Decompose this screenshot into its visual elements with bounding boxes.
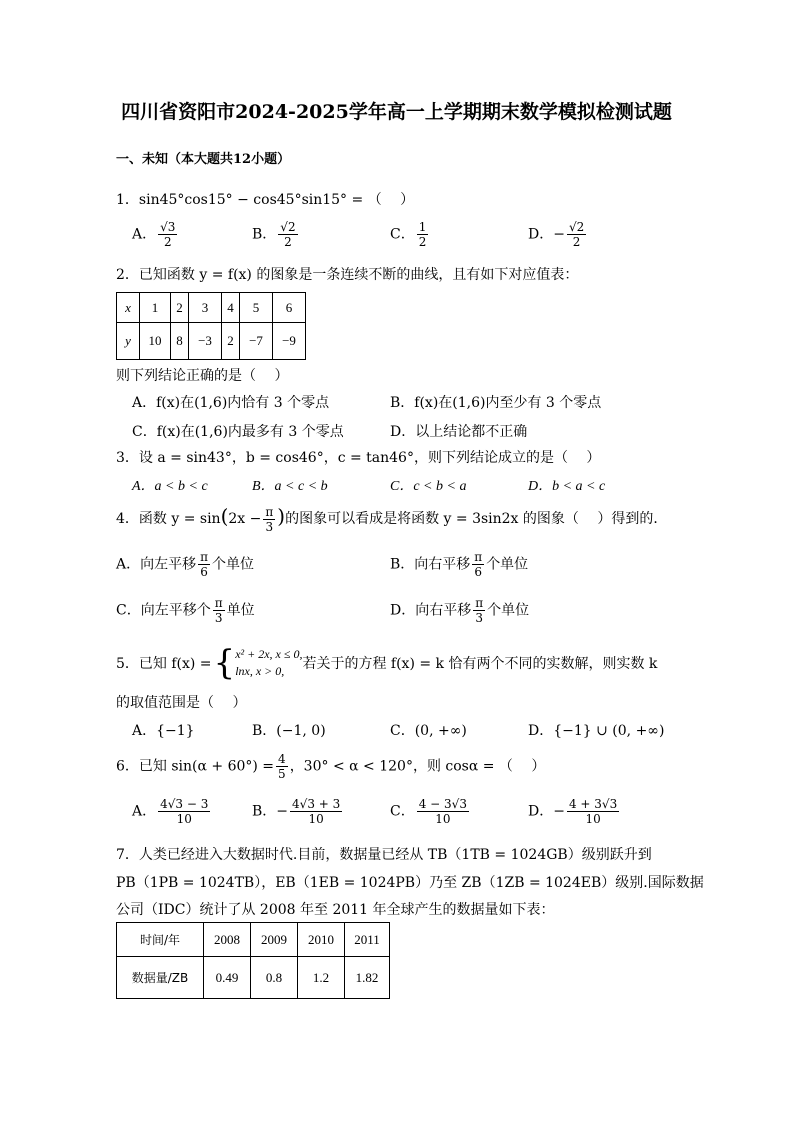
q4-paren-close: ) [277,504,286,528]
q2-x-5: 5 [240,293,273,323]
q1-a-fraction [158,220,177,249]
q2-y-5: −7 [240,323,273,360]
q4-a-den: 6 [200,565,208,579]
q2-x-3: 3 [189,293,222,323]
q3-option-b[interactable]: B．a < c < b [252,479,328,494]
q2-x-1: 1 [140,293,171,323]
q4-paren-open: ( [220,504,229,528]
q4-d-fraction [473,596,485,625]
q1-d-den: 2 [572,235,581,249]
q4-d-den: 3 [475,611,483,625]
q7-table-head [117,923,390,957]
q1-a-label: A． [132,226,157,243]
q6-option-b[interactable] [252,797,344,826]
q2-value-table [116,292,306,360]
q4-b-pre: B．向右平移 [390,556,471,573]
q6-stem-fraction [276,752,288,781]
q5-option-d[interactable]: D．{−1} ∪ (0, +∞) [528,723,665,739]
q2-y-0: y [117,323,140,360]
section-heading: 一、未知（本大题共12小题） [116,152,291,167]
q6-stem-pre: 6．已知 sin(α + 60°) = [116,758,275,775]
q4-stem-post: 的图象可以看成是将函数 y = 3sin2x 的图象（ ）得到的． [285,511,668,527]
q4-d-pre: D．向右平移 [390,602,472,619]
q6-a-num: 4√3 − 3 [160,797,209,811]
q7-cell-2: 0.8 [251,957,298,999]
q1-a-num: √3 [160,220,176,234]
q3-option-c[interactable]: C．c < b < a [390,479,467,494]
q4-b-pi: π [474,550,483,564]
q4-a-pi: π [200,550,209,564]
q2-y-2: 8 [171,323,189,360]
q6-d-den: 10 [585,812,601,826]
q1-option-b[interactable] [252,220,300,249]
q7-cell-3: 1.2 [298,957,345,999]
q6-a-label: A． [132,803,157,820]
q5-stem [116,643,658,683]
q6-b-label: B．− [252,803,289,820]
q7-cell-4: 1.82 [345,957,390,999]
q1-a-den: 2 [163,235,172,249]
q4-c-pi: π [214,596,223,610]
q7-data-table [116,922,390,999]
q6-a-den: 10 [176,812,192,826]
q6-c-fraction [417,797,469,826]
q4-option-c[interactable] [116,596,255,625]
q2-x-4: 4 [222,293,240,323]
q1-d-label: D．− [528,226,565,243]
q6-b-num: 4√3 + 3 [292,797,341,811]
q6-c-num: 4 − 3√3 [418,797,467,811]
q7-cell-0: 数据量/ZB [117,957,204,999]
q4-a-pre: A．向左平移 [116,556,197,573]
q2-y-6: −9 [273,323,306,360]
q4-a-post: 个单位 [212,556,255,573]
q6-a-fraction [158,797,210,826]
q7-head-0: 时间/年 [117,923,204,957]
q3-stem: 3．设 a = sin43°，b = cos46°，c = tan46°，则下列结论成立的是（ ） [116,450,601,466]
q4-c-den: 3 [214,611,223,625]
q4-b-fraction [472,550,484,579]
q4-option-a[interactable] [116,550,254,579]
page-title: 四川省资阳市2024-2025学年高一上学期期末数学模拟检测试题 [121,101,672,123]
q6-b-fraction [290,797,342,826]
q4-d-post: 个单位 [487,602,530,619]
q1-b-den: 2 [284,235,292,249]
q7-line2: PB（1PB = 1024TB），EB（1EB = 1024PB）乃至 ZB（1ZB = 1024EB）级别.国际数据 [116,875,704,891]
q5-brace: { [213,643,236,683]
q5-case1: x² + 2x, x ≤ 0, [235,647,303,661]
q1-d-fraction [567,220,586,249]
q6-option-d[interactable] [528,797,621,826]
q6-stem-num: 4 [278,752,286,766]
q6-stem-post: ，30° < α < 120°，则 cosα = （ ） [289,758,546,775]
q1-b-label: B． [252,226,277,243]
q4-d-pi: π [475,596,484,610]
q5-option-b[interactable]: B．(−1, 0) [252,723,326,739]
q6-stem [116,752,545,781]
q1-option-d[interactable] [528,220,588,249]
q5-stem-post: 若关于的方程 f(x) = k 恰有两个不同的实数解，则实数 k [302,656,658,672]
q6-option-c[interactable] [390,797,471,826]
q1-c-label: C． [390,226,415,243]
q2-x-0: x [117,293,140,323]
q1-b-fraction [278,220,297,249]
q4-b-post: 个单位 [486,556,529,573]
q2-row-y [117,323,306,360]
q5-option-c[interactable]: C．(0, +∞) [390,723,467,739]
q4-stem-arg: 2x − [228,511,262,527]
q2-option-a[interactable]: A．f(x)在(1,6)内恰有 3 个零点 [132,395,330,411]
q4-stem-pi: π [265,504,274,519]
q2-option-b[interactable]: B．f(x)在(1,6)内至少有 3 个零点 [390,395,602,411]
q2-y-1: 10 [140,323,171,360]
q1-c-num: 1 [418,220,427,234]
q5-stem-pre: 5．已知 f(x) = [116,656,212,672]
q4-stem-fraction [263,505,275,534]
q6-d-num: 4 + 3√3 [568,797,618,811]
q2-x-2: 2 [171,293,189,323]
q2-row-x [117,293,306,323]
q6-stem-den: 5 [278,767,286,781]
q3-option-a[interactable]: A．a < b < c [132,479,208,494]
q1-option-a[interactable] [132,220,179,249]
q4-option-d[interactable] [390,596,529,625]
q6-d-fraction [567,797,619,826]
q4-c-post: 单位 [226,602,255,619]
q5-option-a[interactable]: A．{−1} [132,723,195,739]
q4-a-fraction [198,550,210,579]
q6-c-den: 10 [435,812,451,826]
q1-stem: 1．sin45°cos15° − cos45°sin15° = （ ） [116,192,415,208]
q2-y-3: −3 [189,323,222,360]
q7-head-2: 2009 [251,923,298,957]
q3-option-d[interactable]: D．b < a < c [528,479,606,494]
q6-option-a[interactable] [132,797,212,826]
q7-line1: 7．人类已经进入大数据时代.目前，数据量已经从 TB（1TB = 1024GB）级别跃升到 [116,847,652,863]
q7-head-1: 2008 [204,923,251,957]
q7-head-3: 2010 [298,923,345,957]
q5-case2: lnx, x > 0, [235,664,285,678]
q1-c-den: 2 [418,235,427,249]
q4-c-pre: C．向左平移个 [116,602,211,619]
q2-option-d[interactable]: D．以上结论都不正确 [390,424,528,440]
q4-stem-three: 3 [265,519,274,534]
q2-prompt: 则下列结论正确的是（ ） [116,368,289,384]
q1-b-num: √2 [280,220,296,234]
q4-stem-pre: 4．函数 y = sin [116,511,221,527]
q7-head-4: 2011 [345,923,390,957]
q2-option-c[interactable]: C．f(x)在(1,6)内最多有 3 个零点 [132,424,344,440]
q7-line3: 公司（IDC）统计了从 2008 年至 2011 年全球产生的数据量如下表： [116,902,555,918]
q1-c-fraction [417,220,429,249]
q2-stem: 2．已知函数 y = f(x) 的图象是一条连续不断的曲线，且有如下对应值表： [116,267,579,283]
q7-cell-1: 0.49 [204,957,251,999]
q4-c-fraction [213,596,225,625]
q5-line2: 的取值范围是（ ） [116,695,247,711]
q5-cases [235,646,302,680]
q4-option-b[interactable] [390,550,528,579]
q1-d-num: √2 [568,220,585,234]
q2-y-4: 2 [222,323,240,360]
q4-stem [116,504,667,534]
q1-option-c[interactable] [390,220,430,249]
q6-b-den: 10 [308,812,324,826]
q4-b-den: 6 [474,565,483,579]
q6-c-label: C． [390,803,415,820]
q6-d-label: D．− [528,803,565,820]
q7-table-row [117,957,390,999]
q2-x-6: 6 [273,293,306,323]
